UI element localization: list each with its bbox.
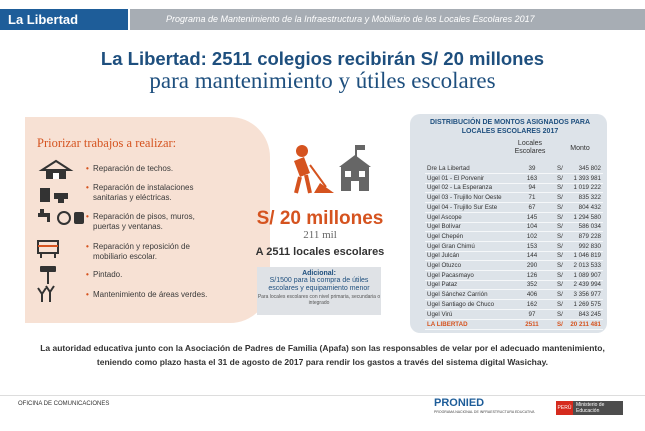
row-amount: 1 019 222 <box>573 184 601 192</box>
row-name: Ugel 02 - La Esperanza <box>427 184 493 192</box>
row-count: 2511 <box>525 321 539 329</box>
table-row <box>425 290 603 299</box>
row-currency: S/ <box>557 281 563 289</box>
row-name: LA LIBERTAD <box>427 321 468 329</box>
table-row <box>425 183 603 192</box>
row-count: 94 <box>528 184 536 192</box>
row-currency: S/ <box>557 174 563 182</box>
pronied-subtitle: PROGRAMA NACIONAL DE INFRAESTRUCTURA EDUCATIVA <box>434 410 535 414</box>
row-count: 162 <box>526 300 538 308</box>
task-item: • Pintado. <box>86 270 123 279</box>
table-total-row <box>425 320 603 329</box>
row-amount: 20 211 481 <box>570 321 601 329</box>
row-amount: 1 046 819 <box>573 252 601 260</box>
row-amount: 804 432 <box>578 203 601 211</box>
row-count: 153 <box>526 242 538 250</box>
row-count: 163 <box>526 174 538 182</box>
bathroom-icon <box>36 182 84 204</box>
footer-line-2: teniendo como plazo hasta el 31 de agosto de 2017 para rendir los gastos a través del sistema digital Wasichay. <box>96 357 549 367</box>
row-name: Ugel Bolívar <box>427 223 461 231</box>
worker-icon <box>290 143 336 195</box>
faucet-outlet-icon <box>36 206 84 228</box>
row-currency: S/ <box>557 252 563 260</box>
row-amount: 992 830 <box>578 242 601 250</box>
row-amount: 586 034 <box>578 223 601 231</box>
row-name: Ugel Otuzco <box>427 262 462 269</box>
row-currency: S/ <box>557 165 563 172</box>
row-currency: S/ <box>557 271 563 279</box>
row-currency: S/ <box>557 262 563 269</box>
row-currency: S/ <box>557 223 563 231</box>
row-count: 126 <box>526 271 538 279</box>
table-row <box>425 300 603 309</box>
table-row <box>425 164 603 173</box>
row-count: 290 <box>526 262 538 269</box>
row-amount: 1 269 575 <box>573 300 601 308</box>
pronied-logo: PRONIED <box>434 397 485 409</box>
row-count: 39 <box>528 165 536 172</box>
row-name: Ugel Sánchez Carrión <box>427 291 488 299</box>
task-item: • Reparación de instalaciones sanitarias y eléctricas. <box>86 183 194 202</box>
row-name: Ugel Pacasmayo <box>427 271 474 279</box>
row-count: 104 <box>526 223 538 231</box>
table-row <box>425 232 603 241</box>
additional-title: Adicional: <box>302 270 336 277</box>
footer-line-1: La autoridad educativa junto con la Asociación de Padres de Familia (Apafa) son las responsables de velar por el adecuado mantenimiento, <box>40 343 605 353</box>
row-amount: 1 294 580 <box>573 213 601 221</box>
row-currency: S/ <box>557 194 563 202</box>
table-row <box>425 213 603 222</box>
roof-icon <box>36 158 84 180</box>
table-row <box>425 193 603 202</box>
additional-note: Para locales escolares con nivel primaria, secundaria o integrado <box>257 294 381 306</box>
plants-icon <box>36 282 84 304</box>
row-currency: S/ <box>557 321 563 329</box>
row-name: Ugel 04 - Trujillo Sur Este <box>427 203 498 211</box>
subheadline: para mantenimiento y útiles escolares <box>149 68 496 93</box>
row-count: 144 <box>526 252 538 260</box>
footer-divider <box>0 395 645 396</box>
row-amount: 843 245 <box>578 310 601 318</box>
row-name: Ugel 01 - El Porvenir <box>427 174 485 182</box>
school-icon <box>335 143 375 193</box>
additional-text: S/1500 para la compra de útiles escolares y equipamiento menor <box>268 277 370 292</box>
table-row <box>425 203 603 212</box>
ministry-badge: Ministerio de Educación <box>573 401 623 415</box>
furniture-icon <box>36 237 84 259</box>
table-row <box>425 280 603 289</box>
table-row <box>425 251 603 260</box>
row-amount: 3 356 977 <box>573 291 601 299</box>
task-item: • Reparación de techos. <box>86 164 174 173</box>
sub-amount: 211 mil <box>303 229 337 241</box>
total-amount: S/ 20 millones <box>256 208 384 229</box>
table-row <box>425 174 603 183</box>
row-currency: S/ <box>557 213 563 221</box>
row-amount: 835 322 <box>578 194 601 202</box>
table-row <box>425 271 603 280</box>
priorities-title: Priorizar trabajos a realizar: <box>37 136 177 150</box>
schools-count: A 2511 locales escolares <box>255 246 385 258</box>
column-monto: Monto <box>570 145 590 152</box>
table-title: DISTRIBUCIÓN DE MONTOS ASIGNADOS PARA LOCALES ESCOLARES 2017 <box>429 119 591 135</box>
row-count: 352 <box>526 281 538 289</box>
row-count: 67 <box>528 203 536 211</box>
program-banner: Programa de Mantenimiento de la Infraestructura y Mobiliario de los Locales Escolares 2017 <box>130 9 645 30</box>
row-name: Ugel Santiago de Chuco <box>427 300 495 308</box>
headline: La Libertad: 2511 colegios recibirán S/ 20 millones <box>100 48 545 69</box>
row-name: Dre La Libertad <box>427 165 470 172</box>
row-currency: S/ <box>557 232 563 240</box>
row-amount: 1 089 907 <box>573 271 601 279</box>
table-row <box>425 310 603 319</box>
row-currency: S/ <box>557 291 563 299</box>
row-name: Ugel Julcán <box>427 252 460 260</box>
row-count: 102 <box>526 232 538 240</box>
row-name: Ugel 03 - Trujillo Nor Oeste <box>427 194 502 202</box>
row-count: 71 <box>528 194 536 202</box>
office-name: OFICINA DE COMUNICACIONES <box>18 401 110 407</box>
row-name: Ugel Chepén <box>427 232 464 240</box>
peru-badge: PERÚ <box>556 401 573 415</box>
row-separator <box>425 329 603 330</box>
row-name: Ugel Ascope <box>427 213 462 221</box>
additional-box <box>257 267 381 315</box>
row-name: Ugel Virú <box>427 310 453 318</box>
row-amount: 879 228 <box>578 232 601 240</box>
row-currency: S/ <box>557 300 563 308</box>
row-currency: S/ <box>557 310 563 318</box>
row-currency: S/ <box>557 184 563 192</box>
row-count: 97 <box>528 310 536 318</box>
table-row <box>425 222 603 231</box>
table-row <box>425 261 603 270</box>
row-amount: 345 802 <box>578 165 601 172</box>
row-currency: S/ <box>557 203 563 211</box>
row-amount: 2 013 533 <box>573 262 601 269</box>
row-amount: 2 439 994 <box>573 281 601 289</box>
task-item: • Reparación y reposición de mobiliario escolar. <box>86 242 190 261</box>
column-locales: Locales Escolares <box>514 140 546 155</box>
row-currency: S/ <box>557 242 563 250</box>
row-count: 145 <box>526 213 538 221</box>
task-item: • Reparación de pisos, muros, puertas y ventanas. <box>86 212 195 231</box>
row-amount: 1 393 981 <box>573 174 601 182</box>
row-count: 406 <box>526 291 538 299</box>
task-item: • Mantenimiento de áreas verdes. <box>86 290 208 299</box>
row-name: Ugel Pataz <box>427 281 458 289</box>
row-name: Ugel Gran Chimú <box>427 242 475 250</box>
table-row <box>425 242 603 251</box>
region-banner: La Libertad <box>0 9 128 30</box>
